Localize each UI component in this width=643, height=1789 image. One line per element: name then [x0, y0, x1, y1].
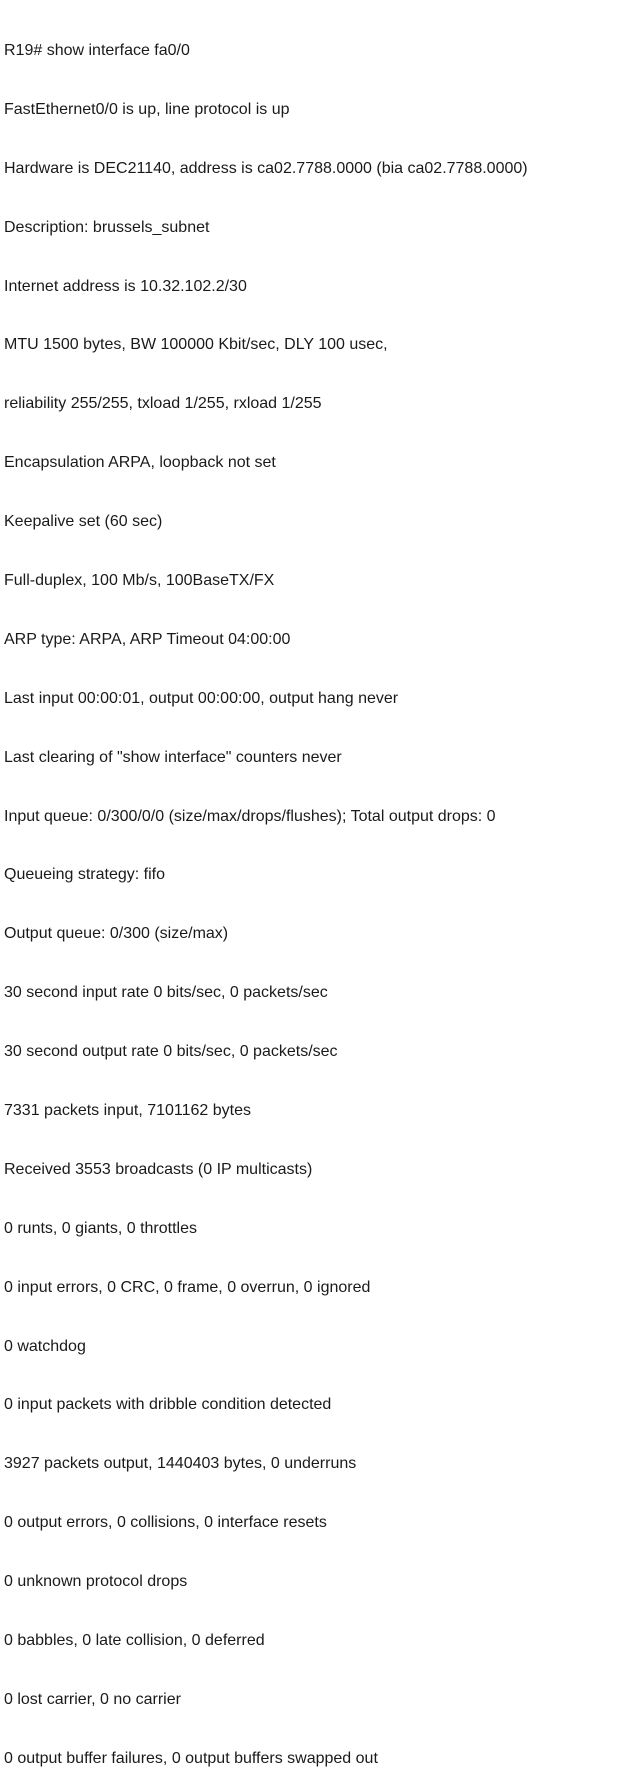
output-line: 0 input errors, 0 CRC, 0 frame, 0 overrun, 0 ignored [4, 1278, 371, 1296]
output-line: Last input 00:00:01, output 00:00:00, output hang never [4, 689, 399, 707]
output-line: 0 output buffer failures, 0 output buffers swapped out [4, 1749, 378, 1767]
output-line: Queueing strategy: fifo [4, 866, 165, 884]
output-line: Description: brussels_subnet [4, 218, 210, 236]
output-line: 0 output errors, 0 collisions, 0 interface resets [4, 1514, 327, 1532]
output-line: Output queue: 0/300 (size/max) [4, 925, 229, 943]
output-line: Keepalive set (60 sec) [4, 513, 163, 531]
output-line: Full-duplex, 100 Mb/s, 100BaseTX/FX [4, 572, 275, 590]
output-line: 30 second input rate 0 bits/sec, 0 packets/sec [4, 984, 328, 1002]
output-line: 0 lost carrier, 0 no carrier [4, 1690, 181, 1708]
output-line: Encapsulation ARPA, loopback not set [4, 454, 276, 472]
output-line: 30 second output rate 0 bits/sec, 0 packets/sec [4, 1043, 338, 1061]
output-line: 0 runts, 0 giants, 0 throttles [4, 1219, 197, 1237]
output-line: ARP type: ARPA, ARP Timeout 04:00:00 [4, 630, 291, 648]
output-line: reliability 255/255, txload 1/255, rxload 1/255 [4, 395, 322, 413]
output-line: 7331 packets input, 7101162 bytes [4, 1102, 251, 1120]
output-line: Internet address is 10.32.102.2/30 [4, 277, 247, 295]
output-line: Hardware is DEC21140, address is ca02.7788.0000 (bia ca02.7788.0000) [4, 159, 528, 177]
output-line: 0 babbles, 0 late collision, 0 deferred [4, 1632, 265, 1650]
output-line: Last clearing of "show interface" counters never [4, 748, 342, 766]
output-line: 0 unknown protocol drops [4, 1573, 188, 1591]
output-line: Received 3553 broadcasts (0 IP multicasts) [4, 1160, 313, 1178]
command-line: R19# show interface fa0/0 [4, 42, 190, 59]
output-line: 0 input packets with dribble condition detected [4, 1396, 332, 1414]
output-line: Input queue: 0/300/0/0 (size/max/drops/flushes); Total output drops: 0 [4, 807, 496, 825]
terminal-output [4, 4, 640, 1789]
output-line: 3927 packets output, 1440403 bytes, 0 underruns [4, 1455, 357, 1473]
output-line: MTU 1500 bytes, BW 100000 Kbit/sec, DLY 100 usec, [4, 336, 388, 354]
output-line: FastEthernet0/0 is up, line protocol is up [4, 100, 290, 118]
output-line: 0 watchdog [4, 1337, 86, 1355]
